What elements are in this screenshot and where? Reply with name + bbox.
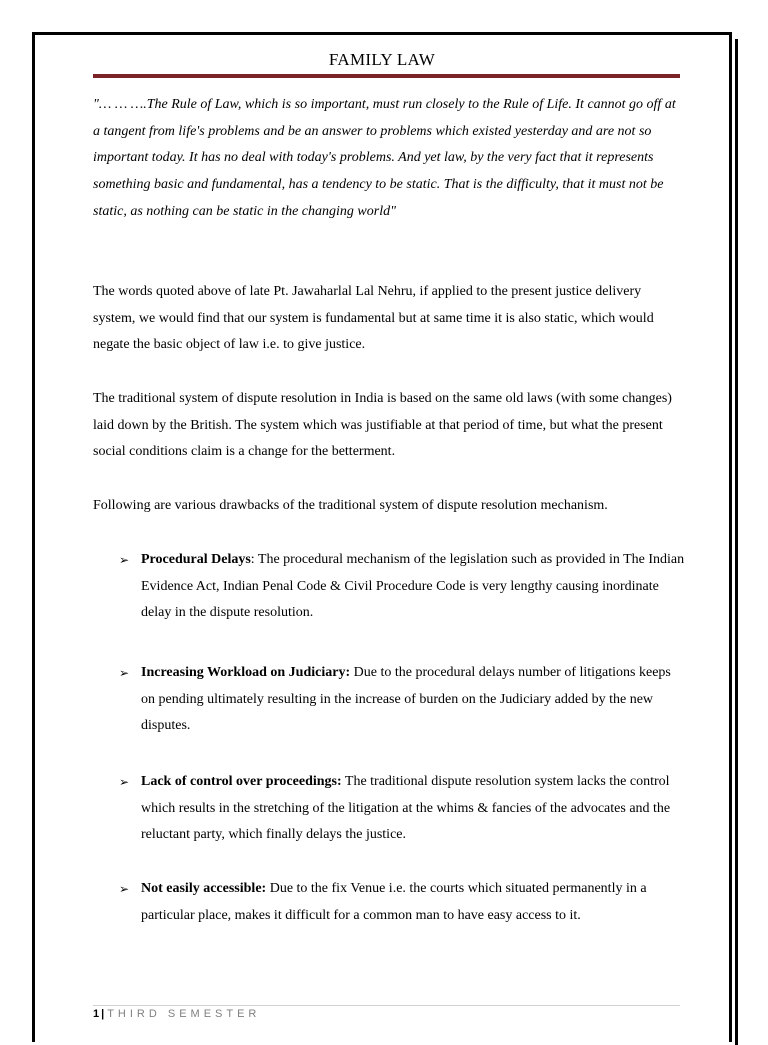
arrow-bullet-icon: ➢	[119, 882, 130, 896]
bullet-text: : The procedural mechanism of the legislation such as provided in The Indian Evidence Act, Indian Penal Code & Civil Procedure Code is very lengthy causing inordinate delay in the dispute resolution.	[141, 552, 685, 621]
arrow-bullet-icon: ➢	[119, 775, 130, 789]
footer-separator: |	[101, 1008, 105, 1020]
semester-label: THIRD SEMESTER	[107, 1008, 261, 1020]
bullet-text: Due to the fix Venue i.e. the courts which situated permanently in a particular place, makes it difficult for a common man to have easy access to it.	[141, 881, 647, 923]
bullet-text: The traditional dispute resolution system lacks the control which results in the stretching of the litigation at the whims & fancies of the advocates and the reluctant party, which finally delays the justice.	[141, 774, 671, 843]
header-divider	[93, 74, 680, 78]
list-item	[119, 876, 685, 929]
page-number: 1	[93, 1008, 100, 1020]
bullet-title: Procedural Delays	[141, 552, 251, 567]
paragraph-nehru-commentary: The words quoted above of late Pt. Jawaharlal Lal Nehru, if applied to the present justice delivery system, we would find that our system is fundamental but at same time it is also static, which would negate the basic object of law i.e. to give justice.	[93, 284, 654, 353]
list-item	[119, 547, 685, 627]
list-item	[119, 660, 685, 740]
document-page	[32, 32, 732, 1042]
paragraph-traditional-system: The traditional system of dispute resolution in India is based on the same old laws (with some changes) laid down by the British. The system which was justifiable at that period of time, but what the present social conditions claim is a change for the betterment.	[93, 391, 672, 460]
nehru-quote: "… … ….The Rule of Law, which is so important, must run closely to the Rule of Life. It cannot go off at a tangent from life's problems and be an answer to problems which existed yesterday and are not so important today. It has no deal with today's problems. And yet law, by the very fact that it represents something basic and fundamental, has a tendency to be static. That is the difficulty, that it must not be static, as nothing can be static in the changing world"	[93, 97, 676, 219]
page-footer	[93, 1008, 260, 1020]
paragraph-drawbacks-intro: Following are various drawbacks of the traditional system of dispute resolution mechanism.	[93, 498, 608, 513]
arrow-bullet-icon: ➢	[119, 666, 130, 680]
bullet-title: Not easily accessible:	[141, 881, 267, 896]
page-title: FAMILY LAW	[328, 50, 436, 69]
arrow-bullet-icon: ➢	[119, 553, 130, 567]
list-item	[119, 769, 685, 849]
bullet-text: Due to the procedural delays number of litigations keeps on pending ultimately resulting in the increase of burden on the Judiciary added by the new disputes.	[141, 665, 671, 734]
footer-divider	[93, 1005, 680, 1006]
bullet-title: Lack of control over proceedings:	[141, 774, 342, 789]
bullet-title: Increasing Workload on Judiciary:	[141, 665, 351, 680]
